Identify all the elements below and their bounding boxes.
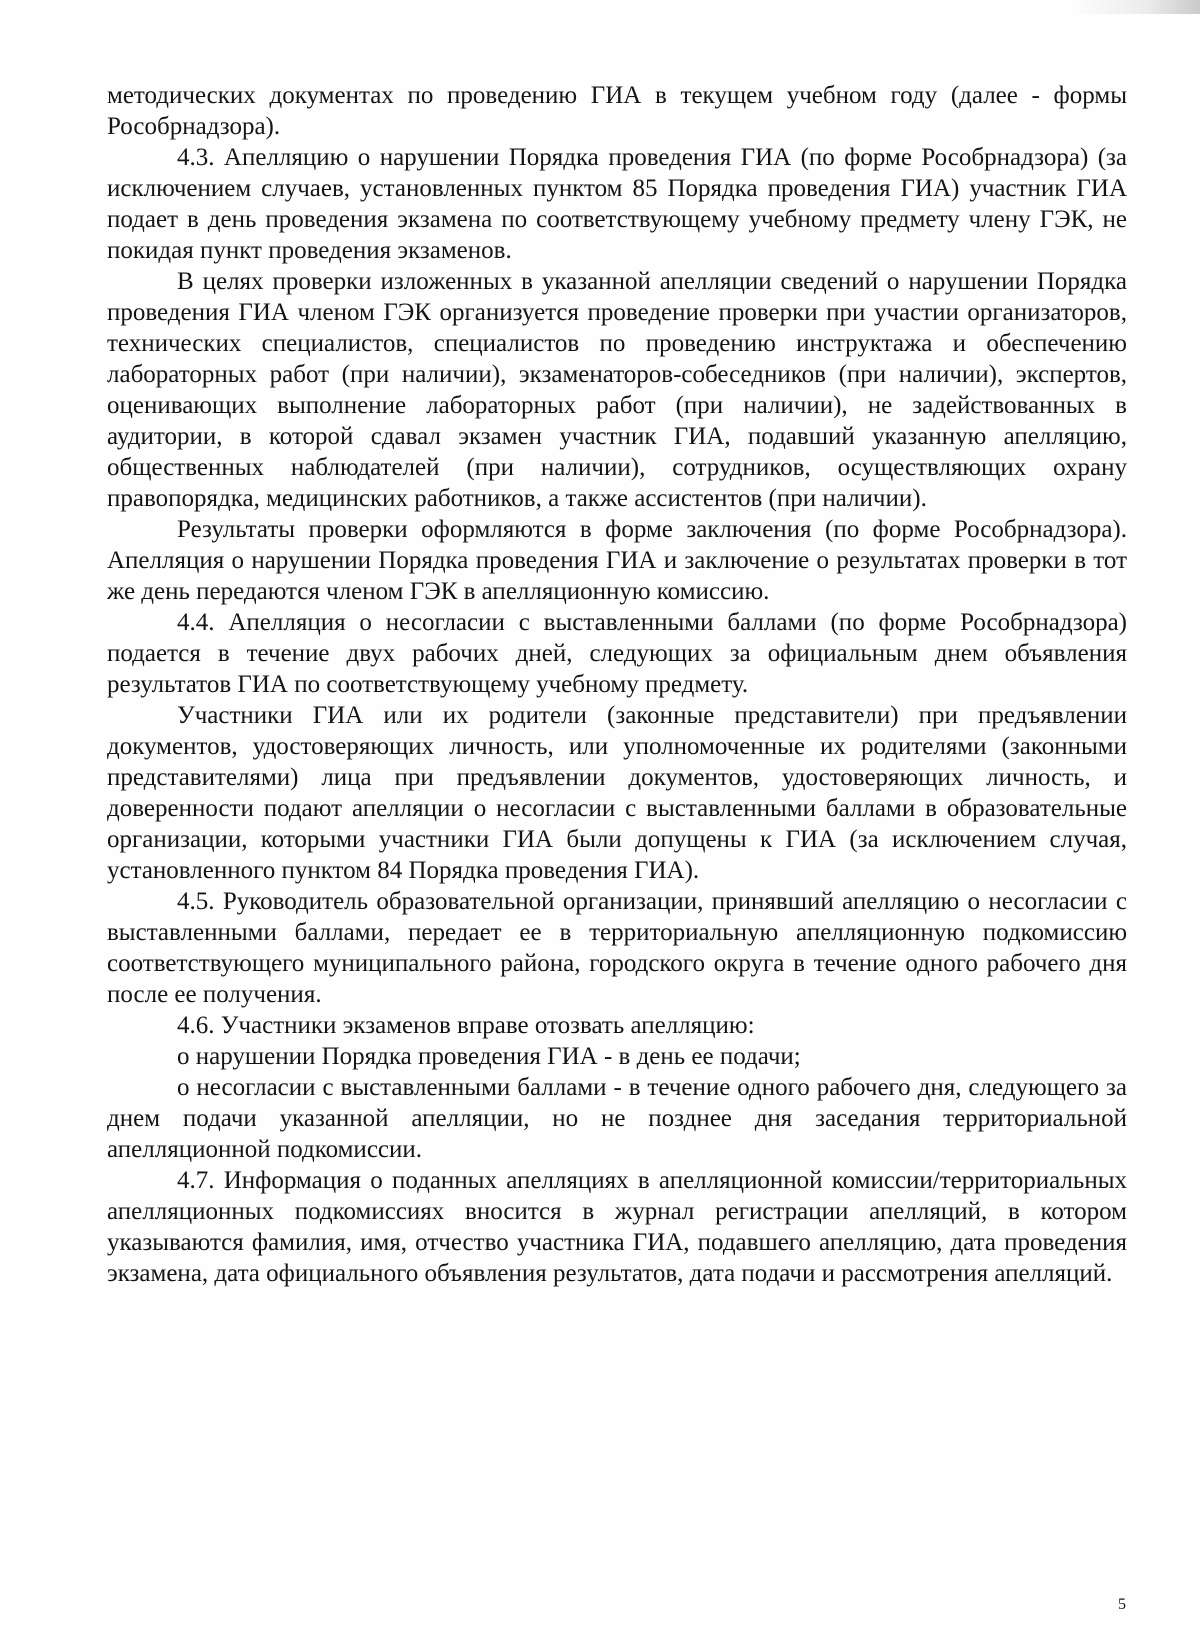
scan-artifact [1070, 0, 1200, 14]
document-body [107, 80, 1127, 1289]
paragraph-4-3: 4.3. Апелляцию о нарушении Порядка проведения ГИА (по форме Рособрнадзора) (за исключением случаев, установленных пунктом 85 Порядка проведения ГИА) участник ГИА подает в день проведения экзамена по соответствующему учебному предмету члену ГЭК, не покидая пункт проведения экзаменов. [107, 144, 1127, 264]
paragraph-4-6: 4.6. Участники экзаменов вправе отозвать апелляцию: [177, 1012, 755, 1039]
paragraph-withdraw-disagreement: о несогласии с выставленными баллами - в течение одного рабочего дня, следующего за днем подачи указанной апелляции, но не позднее дня заседания территориальной апелляционной подкомиссии. [107, 1074, 1127, 1163]
page-number: 5 [1118, 1596, 1126, 1613]
paragraph-verification: В целях проверки изложенных в указанной апелляции сведений о нарушении Порядка проведения ГИА членом ГЭК организуется проведение проверки при участии организаторов, технических специалистов, специалистов по проведению инструктажа и обеспечению лабораторных работ (при наличии), экзаменаторов-собеседников (при наличии), экспертов, оценивающих выполнение лабораторных работ (при наличии), не задействованных в аудитории, в которой сдавал экзамен участник ГИА, подавший указанную апелляцию, общественных наблюдателей (при наличии), сотрудников, осуществляющих охрану правопорядка, медицинских работников, а также ассистентов (при наличии). [107, 268, 1127, 512]
paragraph-4-5: 4.5. Руководитель образовательной организации, принявший апелляцию о несогласии с выставленными баллами, передает ее в территориальную апелляционную подкомиссию соответствующего муниципального района, городского округа в течение одного рабочего дня после ее получения. [107, 888, 1127, 1008]
paragraph-4-7: 4.7. Информация о поданных апелляциях в апелляционной комиссии/территориальных апелляционных подкомиссиях вносится в журнал регистрации апелляций, в котором указываются фамилия, имя, отчество участника ГИА, подавшего апелляцию, дата проведения экзамена, дата официального объявления результатов, дата подачи и рассмотрения апелляций. [107, 1167, 1127, 1287]
paragraph-results: Результаты проверки оформляются в форме заключения (по форме Рособрнадзора). Апелляция о нарушении Порядка проведения ГИА и заключение о результатах проверки в тот же день передаются членом ГЭК в апелляционную комиссию. [107, 516, 1127, 605]
paragraph-continuation: методических документах по проведению ГИА в текущем учебном году (далее - формы Рособрнадзора). [107, 82, 1127, 140]
paragraph-4-4: 4.4. Апелляция о несогласии с выставленными баллами (по форме Рособрнадзора) подается в течение двух рабочих дней, следующих за официальным днем объявления результатов ГИА по соответствующему учебному предмету. [107, 609, 1127, 698]
paragraph-participants: Участники ГИА или их родители (законные представители) при предъявлении документов, удостоверяющих личность, или уполномоченные их родителями (законными представителями) лица при предъявлении документов, удостоверяющих личность, и доверенности подают апелляции о несогласии с выставленными баллами в образовательные организации, которыми участники ГИА были допущены к ГИА (за исключением случая, установленного пунктом 84 Порядка проведения ГИА). [107, 702, 1127, 884]
paragraph-withdraw-violation: о нарушении Порядка проведения ГИА - в день ее подачи; [177, 1043, 801, 1070]
